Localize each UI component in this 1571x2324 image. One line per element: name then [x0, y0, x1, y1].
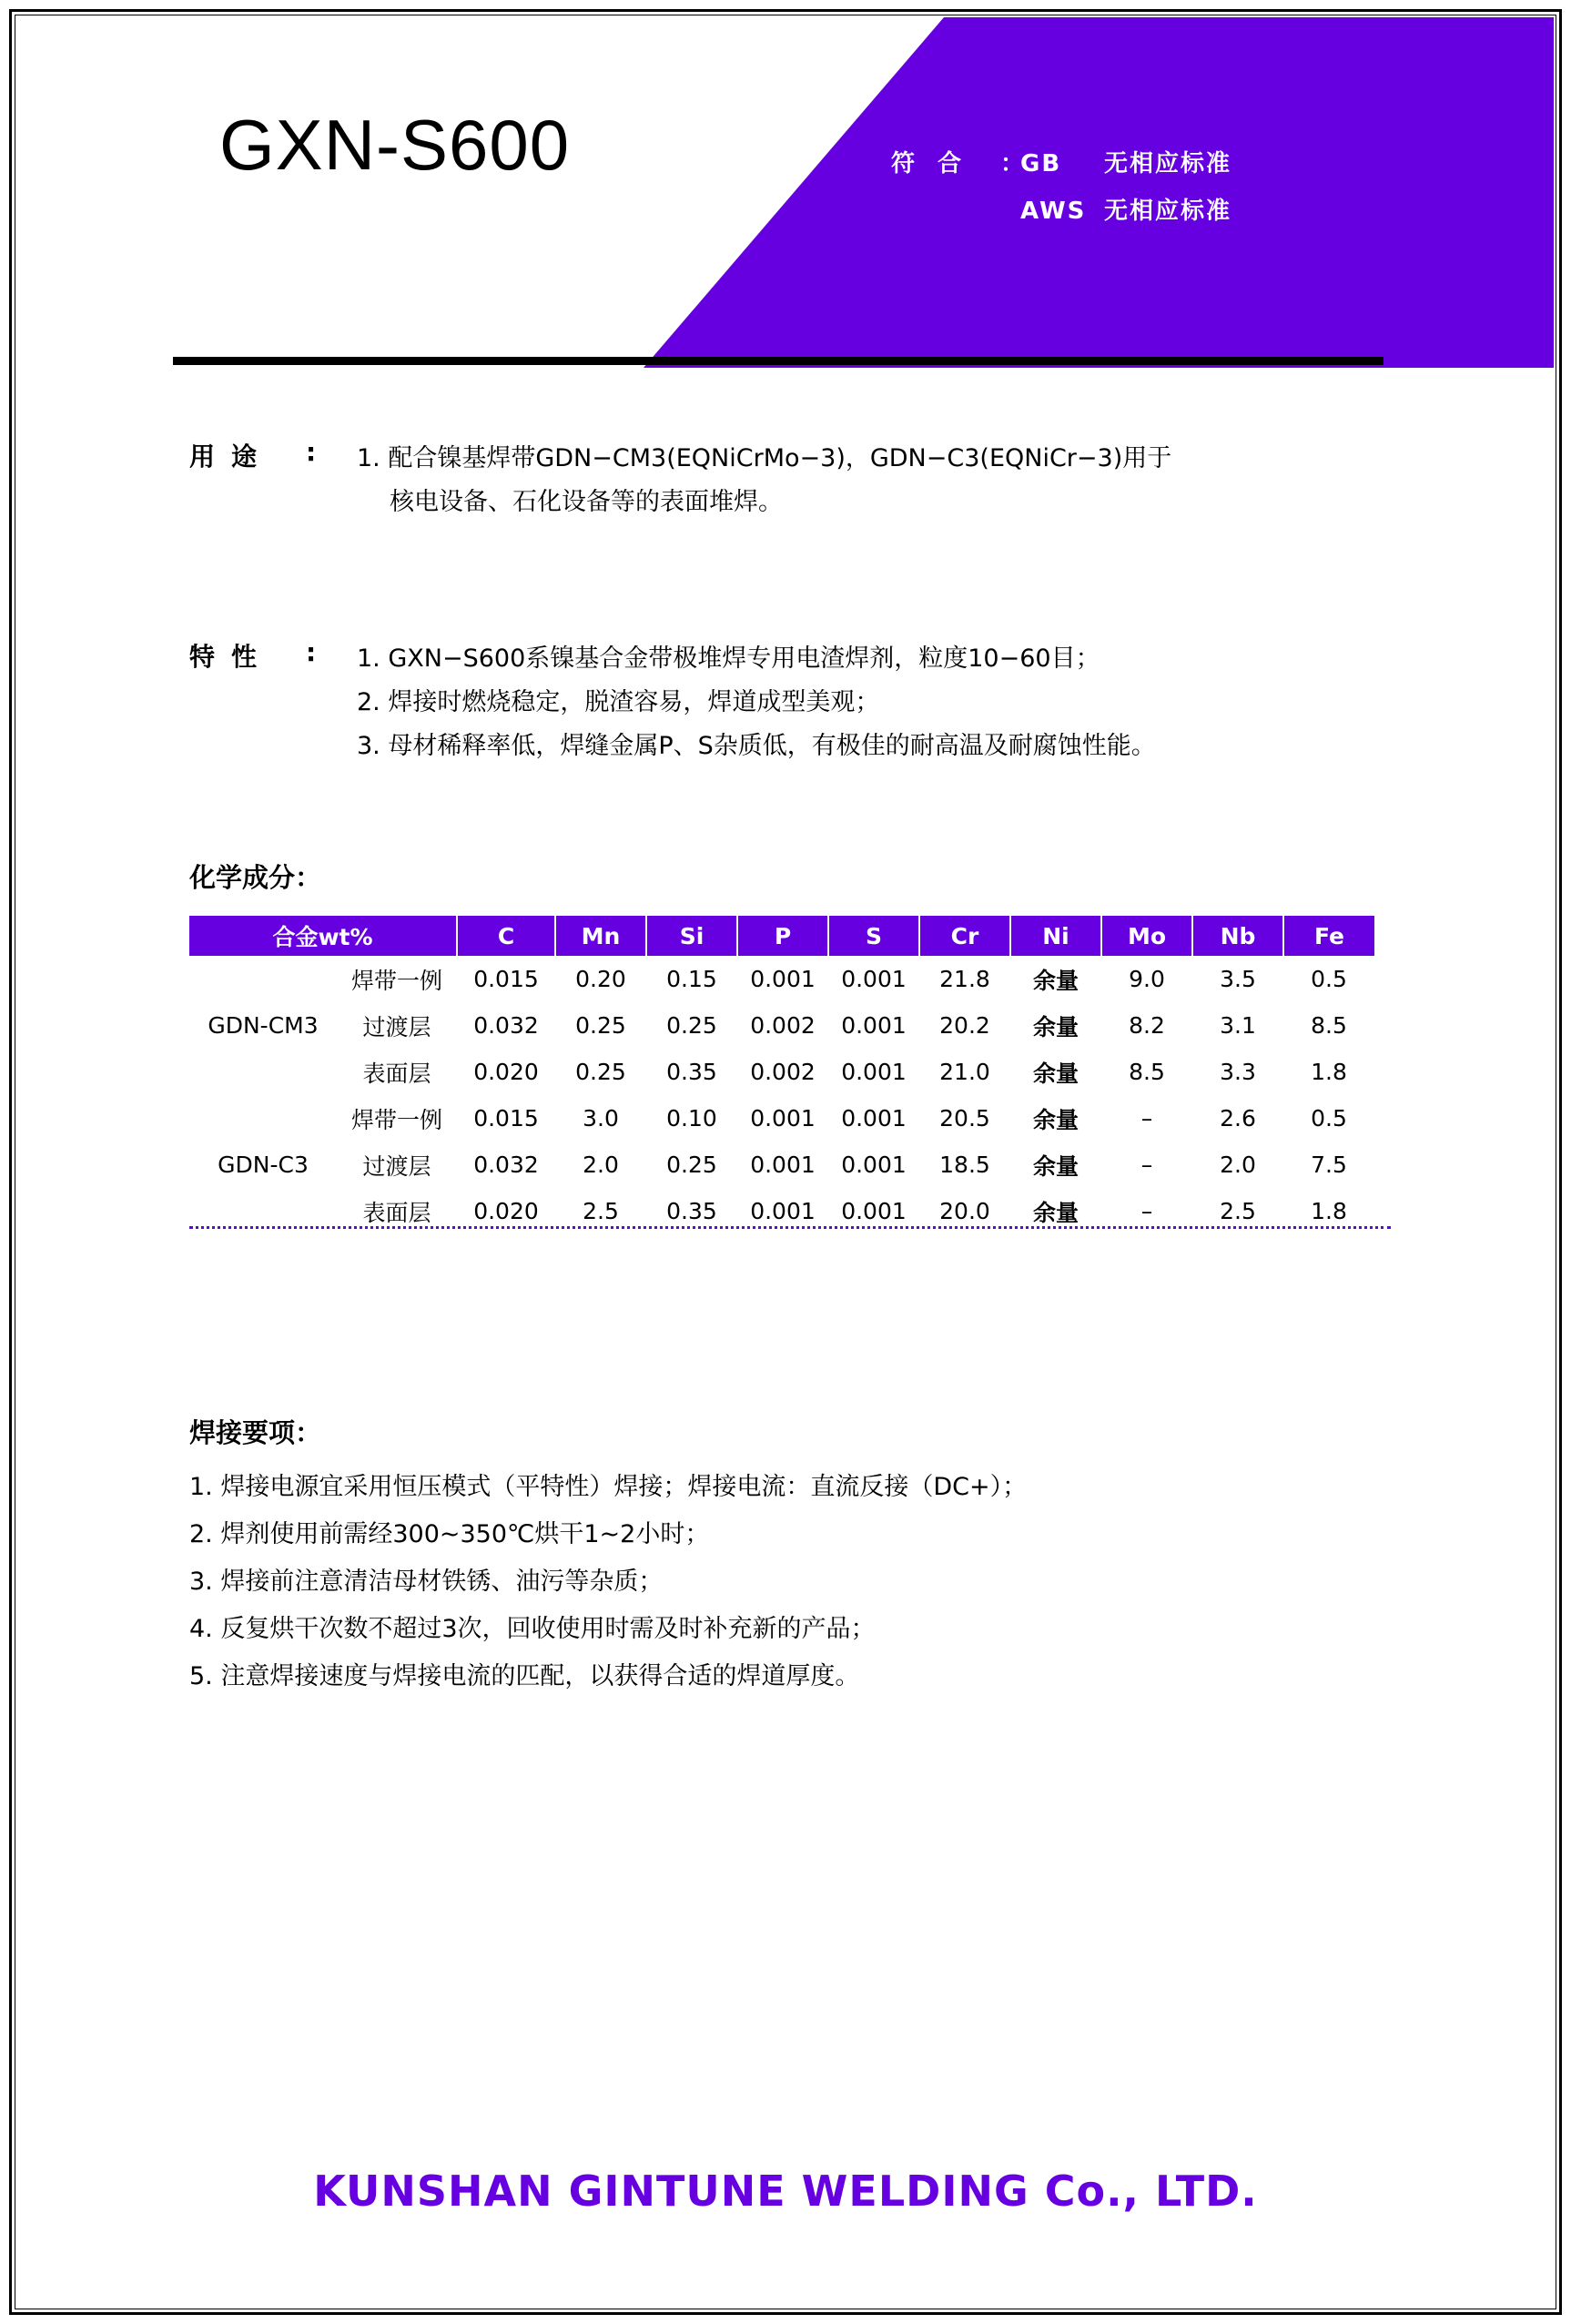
welding-note-3: 3. 焊接前注意清洁母材铁锈、油污等杂质；: [189, 1568, 664, 1596]
welding-note-2: 2. 焊剂使用前需经300~350℃烘干1~2小时；: [189, 1520, 710, 1548]
standard-value-gb: 无相应标准: [1104, 150, 1232, 178]
chemistry-col-fe: Fe: [1283, 916, 1374, 956]
cell-nb: 2.5: [1220, 1198, 1256, 1224]
document-header: [17, 17, 1554, 372]
cell-nb: 2.6: [1220, 1105, 1256, 1132]
chemistry-table: [189, 916, 1374, 1234]
cell-c: 0.015: [473, 1105, 539, 1132]
cell-p: 0.002: [750, 1059, 816, 1085]
chemistry-layer-label: 过渡层: [362, 1013, 431, 1040]
standard-org-aws: AWS: [1020, 198, 1087, 225]
chemistry-table-body: [189, 956, 1374, 1234]
chemistry-layer-label: 表面层: [362, 1060, 431, 1087]
cell-nb: 3.3: [1220, 1059, 1256, 1085]
cell-s: 0.001: [841, 1012, 907, 1039]
cell-cr: 21.8: [939, 966, 990, 992]
purpose-label: 用途: [189, 441, 274, 472]
chemistry-col-ni: Ni: [1010, 916, 1101, 956]
purpose-line-2: 核电设备、石化设备等的表面堆焊。: [390, 488, 783, 516]
chemistry-table-head: [189, 916, 1374, 956]
cell-mn: 0.20: [575, 966, 626, 992]
chemistry-col-si: Si: [646, 916, 737, 956]
features-line-2: 2. 焊接时燃烧稳定，脱渣容易，焊道成型美观；: [357, 688, 880, 716]
cell-p: 0.001: [750, 966, 816, 992]
chemistry-col-alloy: 合金wt%: [189, 916, 457, 956]
cell-c: 0.020: [473, 1059, 539, 1085]
purpose-colon: :: [306, 437, 317, 467]
standards-row-gb: [891, 140, 1231, 188]
cell-mo: 8.5: [1129, 1059, 1165, 1085]
cell-p: 0.002: [750, 1012, 816, 1039]
chemistry-col-mo: Mo: [1101, 916, 1192, 956]
chemistry-header-row: [189, 916, 1374, 956]
cell-mo: 8.2: [1129, 1012, 1165, 1039]
cell-si: 0.25: [666, 1152, 717, 1178]
cell-c: 0.020: [473, 1198, 539, 1224]
cell-mo: –: [1140, 1105, 1153, 1132]
company-name: KUNSHAN GINTUNE WELDING Co., LTD.: [313, 2167, 1258, 2216]
welding-notes-title: 焊接要项：: [189, 1417, 322, 1448]
welding-notes-body: [189, 1464, 1409, 1700]
product-title: GXN-S600: [219, 105, 571, 185]
chemistry-table-bottom-rule: [189, 1226, 1391, 1229]
cell-mo: –: [1140, 1152, 1153, 1178]
cell-si: 0.15: [666, 966, 717, 992]
cell-si: 0.10: [666, 1105, 717, 1132]
cell-s: 0.001: [841, 1198, 907, 1224]
cell-si: 0.35: [666, 1198, 717, 1224]
features-label: 特性: [189, 642, 274, 672]
cell-nb: 3.1: [1220, 1012, 1256, 1039]
standard-org-gb: GB: [1020, 150, 1062, 178]
cell-s: 0.001: [841, 1152, 907, 1178]
table-row: [189, 1142, 1374, 1188]
cell-p: 0.001: [750, 1105, 816, 1132]
cell-cr: 18.5: [939, 1152, 990, 1178]
cell-c: 0.032: [473, 1152, 539, 1178]
features-colon: :: [306, 637, 317, 667]
welding-note-5: 5. 注意焊接速度与焊接电流的匹配，以获得合适的焊道厚度。: [189, 1662, 860, 1690]
cell-ni: 余量: [1032, 1106, 1079, 1133]
chemistry-col-nb: Nb: [1192, 916, 1283, 956]
chemistry-group-name-2: GDN-C3: [218, 1152, 309, 1178]
cell-mn: 2.5: [583, 1198, 619, 1224]
standard-value-aws: 无相应标准: [1104, 198, 1232, 225]
document-footer: [0, 2167, 1571, 2216]
cell-nb: 2.0: [1220, 1152, 1256, 1178]
cell-s: 0.001: [841, 1059, 907, 1085]
chemistry-group-name-1: GDN-CM3: [208, 1012, 319, 1039]
cell-fe: 7.5: [1311, 1152, 1347, 1178]
cell-ni: 余量: [1032, 1060, 1079, 1087]
chemistry-title: 化学成分：: [189, 862, 322, 893]
cell-ni: 余量: [1032, 1199, 1079, 1226]
features-line-3: 3. 母材稀释率低，焊缝金属P、S杂质低，有极佳的耐高温及耐腐蚀性能。: [357, 732, 1156, 760]
cell-cr: 20.2: [939, 1012, 990, 1039]
cell-p: 0.001: [750, 1198, 816, 1224]
cell-cr: 21.0: [939, 1059, 990, 1085]
cell-mo: 9.0: [1129, 966, 1165, 992]
features-body: [357, 637, 1485, 768]
chemistry-layer-label: 表面层: [362, 1199, 431, 1226]
features-line-1: 1. GXN−S600系镍基合金带极堆焊专用电渣焊剂，粒度10−60目；: [357, 644, 1100, 673]
cell-fe: 8.5: [1311, 1012, 1347, 1039]
cell-mn: 2.0: [583, 1152, 619, 1178]
cell-nb: 3.5: [1220, 966, 1256, 992]
standards-block: [891, 140, 1231, 235]
cell-p: 0.001: [750, 1152, 816, 1178]
cell-cr: 20.5: [939, 1105, 990, 1132]
chemistry-col-p: P: [737, 916, 828, 956]
chemistry-col-c: C: [457, 916, 555, 956]
cell-si: 0.25: [666, 1012, 717, 1039]
cell-ni: 余量: [1032, 1013, 1079, 1040]
cell-mn: 3.0: [583, 1105, 619, 1132]
chemistry-layer-label: 焊带一例: [350, 967, 442, 994]
welding-note-4: 4. 反复烘干次数不超过3次，回收使用时需及时补充新的产品；: [189, 1615, 876, 1643]
cell-fe: 1.8: [1311, 1059, 1347, 1085]
purpose-body: [357, 437, 1449, 524]
purpose-line-1: 1. 配合镍基焊带GDN−CM3(EQNiCrMo−3)，GDN−C3(EQNiCr−3)用于: [357, 444, 1172, 472]
standards-label: 符 合: [891, 150, 969, 178]
table-row: [189, 1095, 1374, 1142]
cell-fe: 1.8: [1311, 1198, 1347, 1224]
cell-si: 0.35: [666, 1059, 717, 1085]
standards-colon: ：: [1000, 150, 1027, 178]
chemistry-layer-label: 过渡层: [362, 1152, 431, 1180]
cell-ni: 余量: [1032, 967, 1079, 994]
cell-fe: 0.5: [1311, 1105, 1347, 1132]
standards-row-aws: [891, 188, 1231, 235]
table-row: [189, 956, 1374, 1002]
chemistry-col-cr: Cr: [919, 916, 1010, 956]
cell-ni: 余量: [1032, 1152, 1079, 1180]
cell-s: 0.001: [841, 1105, 907, 1132]
welding-note-1: 1. 焊接电源宜采用恒压模式（平特性）焊接；焊接电流：直流反接（DC+）；: [189, 1473, 1028, 1501]
chemistry-col-s: S: [828, 916, 919, 956]
cell-fe: 0.5: [1311, 966, 1347, 992]
cell-mn: 0.25: [575, 1059, 626, 1085]
cell-c: 0.015: [473, 966, 539, 992]
table-row: [189, 1049, 1374, 1095]
cell-cr: 20.0: [939, 1198, 990, 1224]
cell-c: 0.032: [473, 1012, 539, 1039]
cell-mo: –: [1140, 1198, 1153, 1224]
table-row: [189, 1002, 1374, 1049]
header-divider-rule: [173, 357, 1383, 365]
cell-mn: 0.25: [575, 1012, 626, 1039]
chemistry-col-mn: Mn: [555, 916, 646, 956]
cell-s: 0.001: [841, 966, 907, 992]
chemistry-layer-label: 焊带一例: [350, 1106, 442, 1133]
